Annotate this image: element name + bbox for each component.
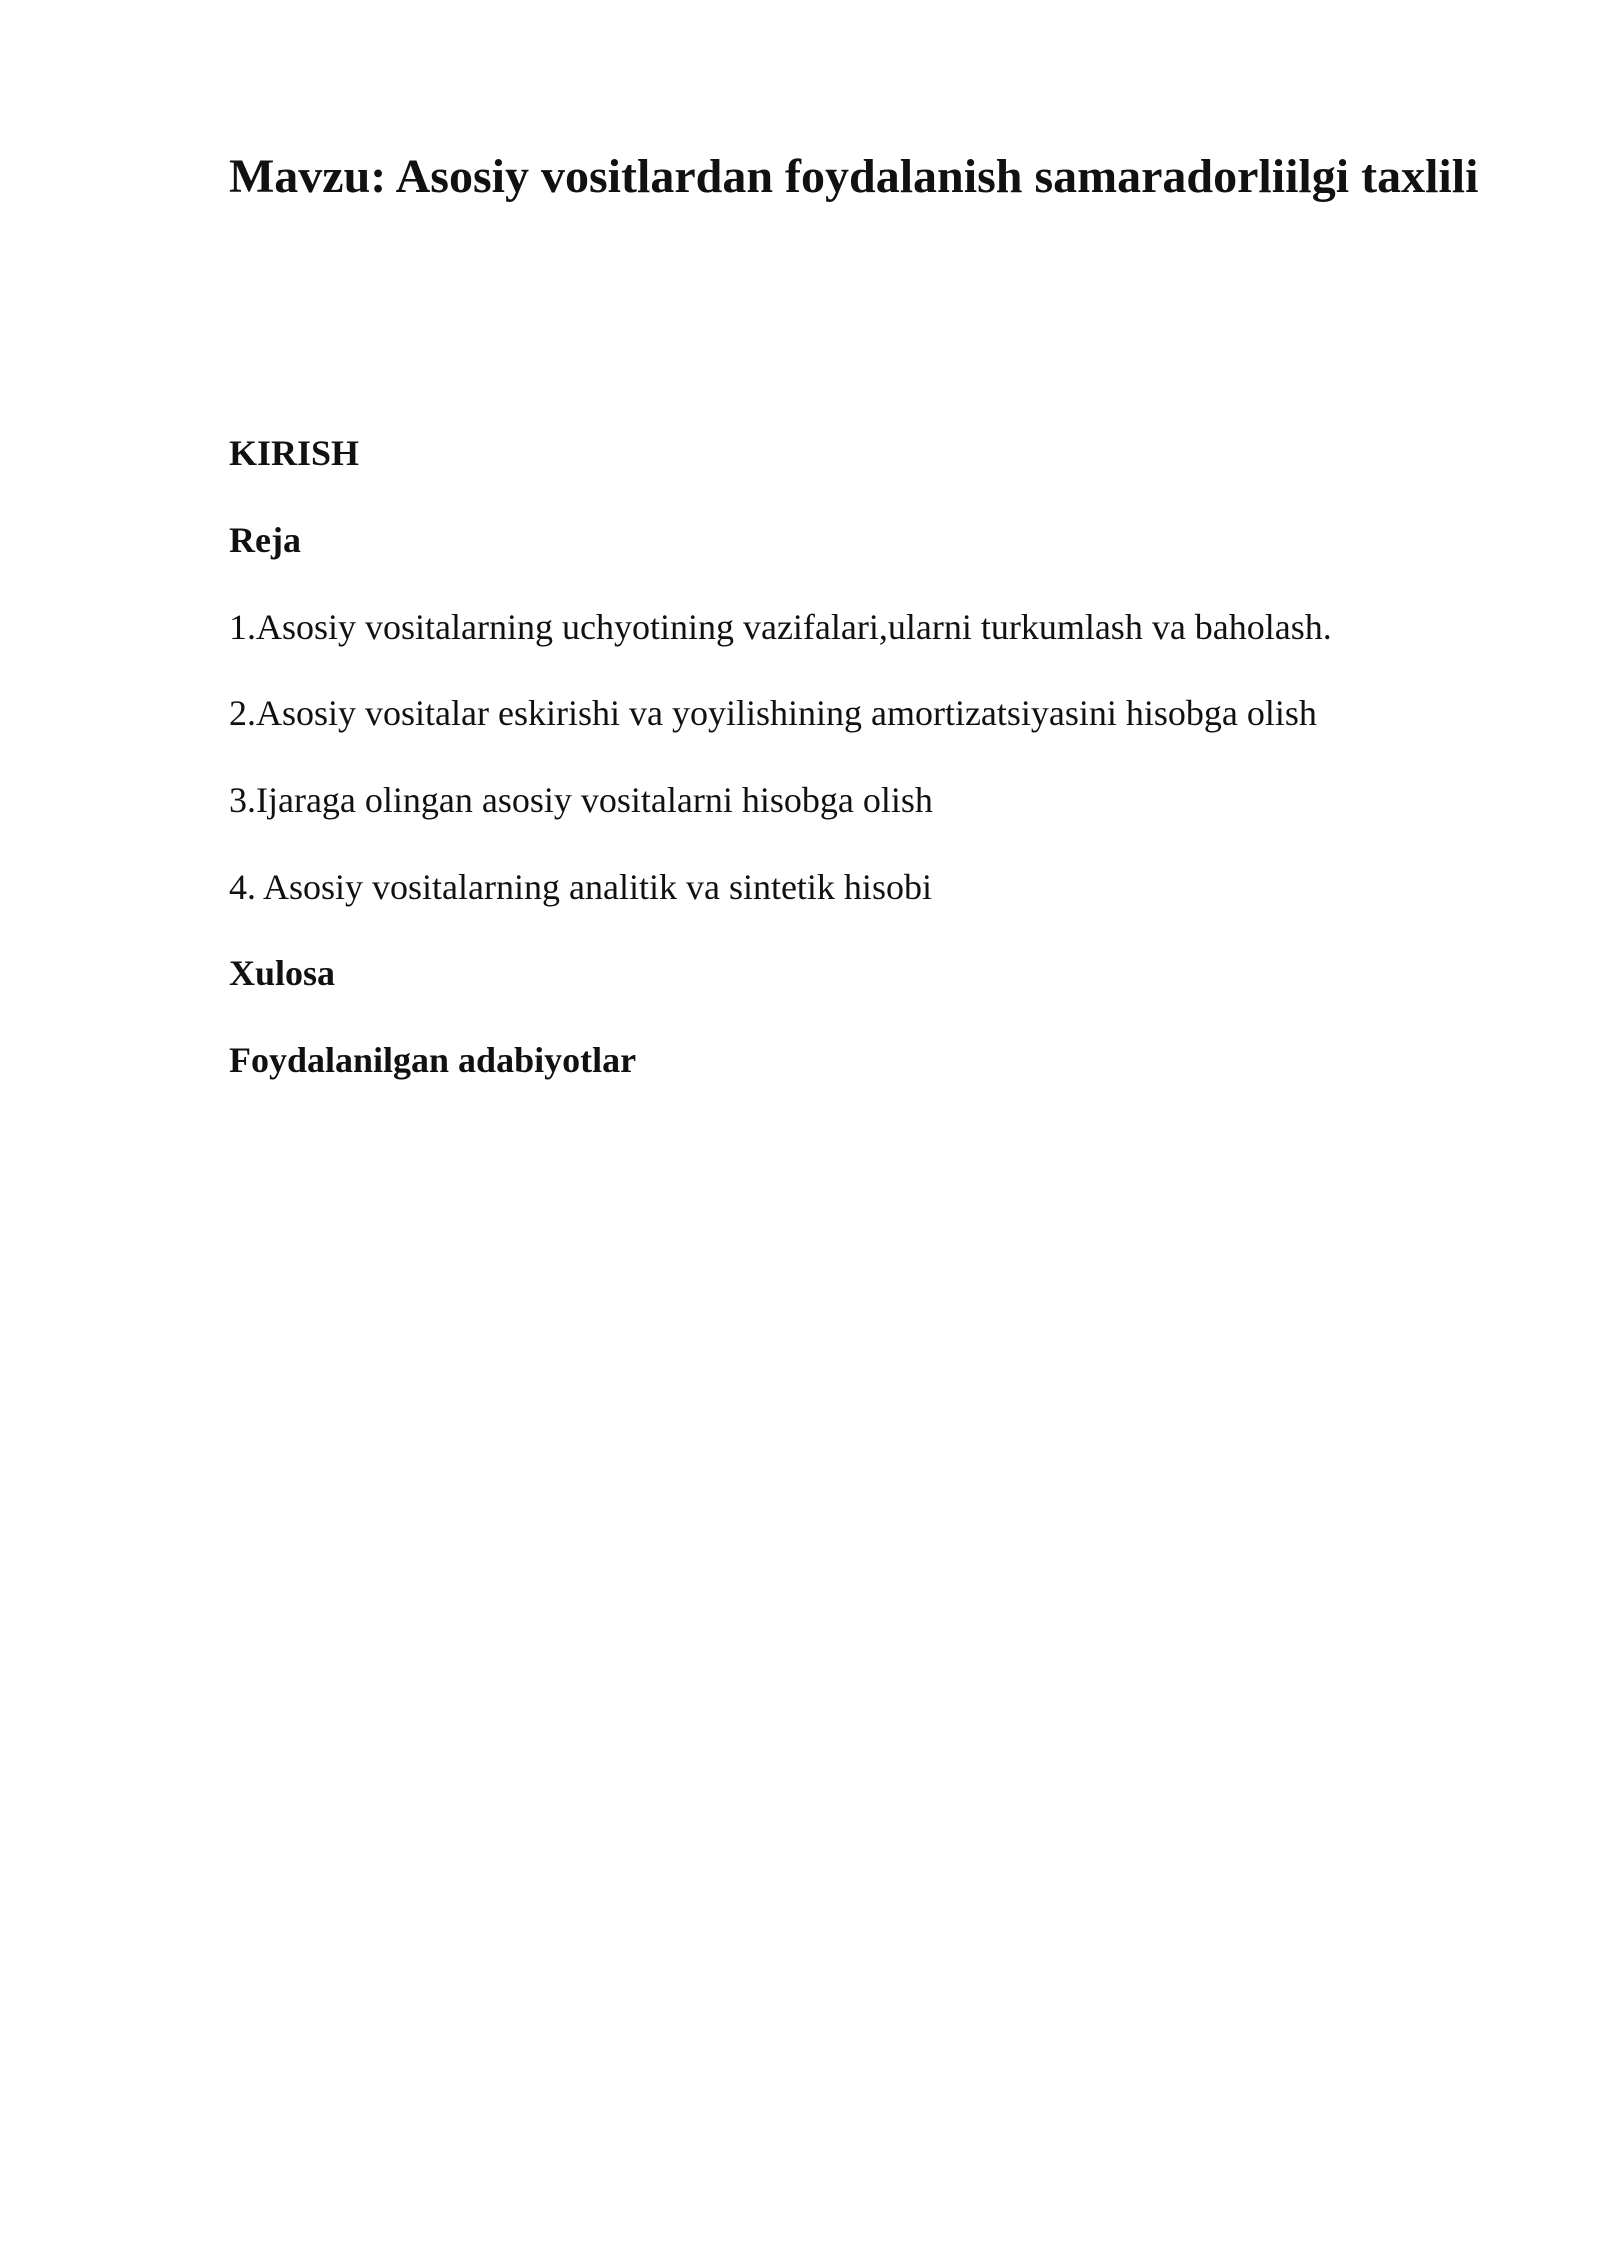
conclusion-heading: Xulosa xyxy=(229,953,336,993)
plan-item: 4. Asosiy vositalarning analitik va sintetik hisobi xyxy=(229,867,932,907)
references-heading: Foydalanilgan adabiyotlar xyxy=(229,1040,637,1080)
plan-item: 3.Ijaraga olingan asosiy vositalarni hisobga olish xyxy=(229,780,933,820)
plan-item: 1.Asosiy vositalarning uchyotining vazifalari,ularni turkumlash va baholash. xyxy=(229,607,1332,647)
document-title: Mavzu: Asosiy vositlardan foydalanish samaradorliilgi taxlili xyxy=(229,150,1479,203)
plan-heading: Reja xyxy=(229,520,301,560)
plan-item: 2.Asosiy vositalar eskirishi va yoyilishining amortizatsiyasini hisobga olish xyxy=(229,693,1317,733)
intro-heading: KIRISH xyxy=(229,433,360,473)
